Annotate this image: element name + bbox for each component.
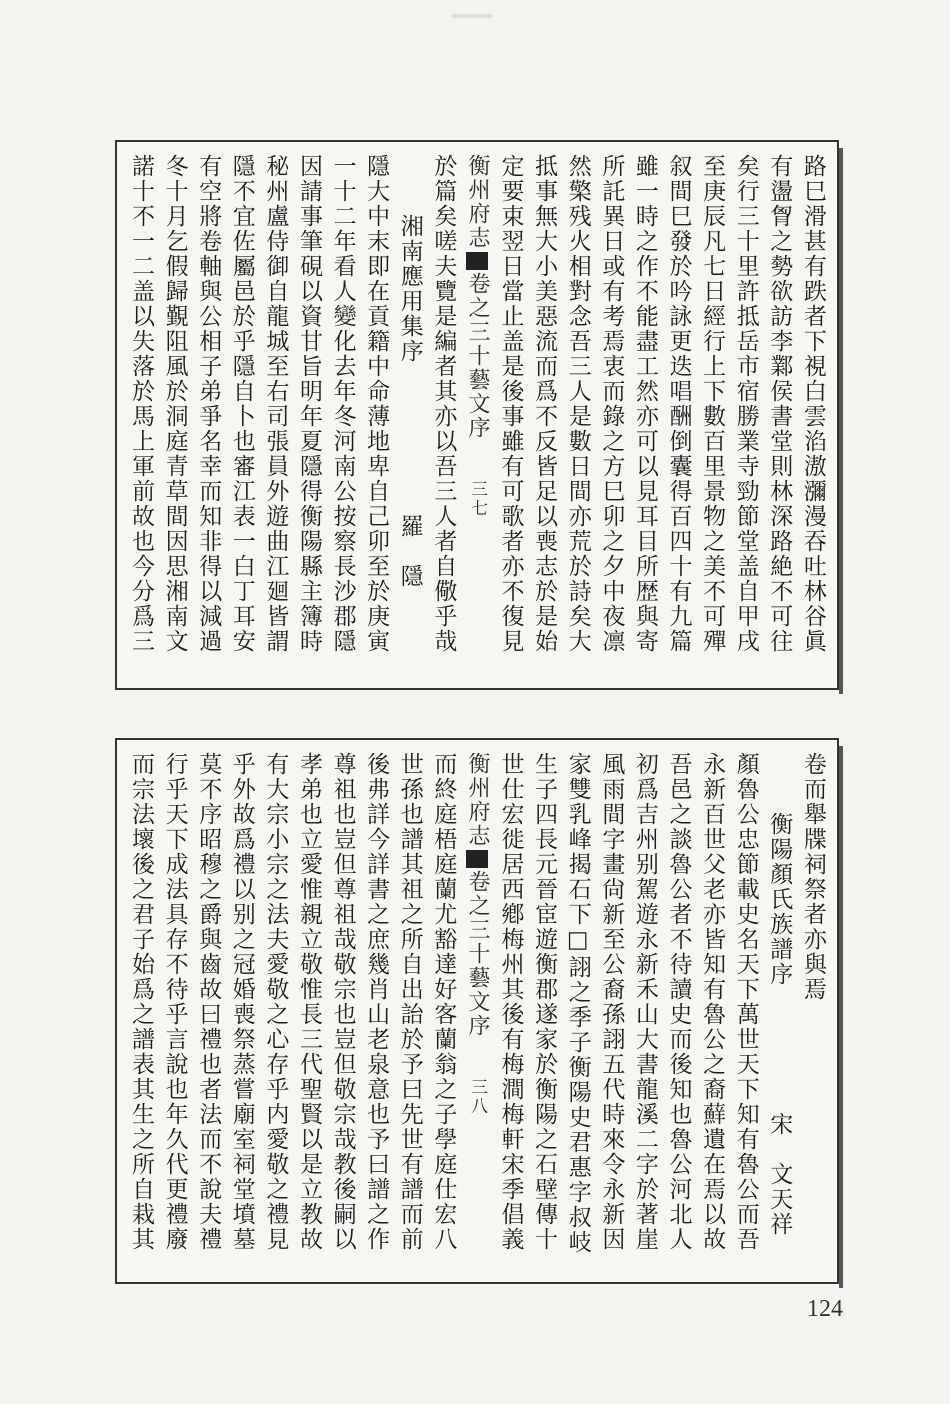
text-column: 乎外故爲禮以别之冠婚喪祭蒸嘗廟室祠堂墳墓 — [228, 752, 255, 1252]
text-column: 諾十不一二盖以失落於馬上軍前故也今分爲三 — [128, 154, 154, 654]
text-column: 隱大中末即在貢籍中命薄地卑自己卯至於庚寅 — [363, 154, 390, 654]
text-column: 至庚辰凡七日經行上下數百里景物之美不可殫 — [699, 154, 726, 654]
text-column: 顏魯公忠節載史名天下萬世天下知有魯公而吾 — [732, 752, 759, 1252]
section-title-column: 湘南應用集序 羅 隱 — [396, 214, 423, 589]
text-column: 孝弟也立愛惟親立敬惟長三代聖賢以是立教故 — [295, 752, 322, 1252]
fish-tail-mark-icon — [466, 252, 488, 270]
text-column: 叙間巳發於吟詠更迭唱酬倒囊得百四十有九篇 — [665, 154, 692, 654]
top-page-panel — [115, 140, 839, 690]
text-column: 抵事無大小美惡流而爲不反皆足以喪志於是始 — [531, 154, 558, 654]
text-column: 定要束翌日當止盖是後事雖有可歌者亦不復見 — [497, 154, 524, 654]
header-title: 衡州府志 — [464, 154, 490, 250]
leaf-number: 三八 — [466, 1078, 487, 1116]
text-column: 冬十月乞假歸覲阻風於洞庭青草間因思湘南文 — [161, 154, 188, 654]
text-column: 後弗詳今詳書之庶幾肖山老泉意也予曰譜之作 — [363, 752, 390, 1252]
text-column: 家雙乳峰揭石下□詡之季子衡陽史君惠字叔岐 — [564, 752, 591, 1255]
scan-artifact — [452, 14, 492, 18]
header-section: 藝文序 — [464, 368, 490, 440]
header-section: 藝文序 — [464, 966, 490, 1038]
text-column: 有盪胷之勢欲訪李鄴侯書堂則林深路絶不可往 — [766, 154, 793, 654]
text-column: 吾邑之談魯公者不待讀史而後知也魯公河北人 — [665, 752, 692, 1252]
text-column: 雖一時之作不能盡工然亦可以見耳目所歴與寄 — [631, 154, 658, 654]
header-title: 衡州府志 — [464, 752, 490, 848]
leaf-number: 三七 — [466, 480, 487, 518]
text-column: 矣行三十里許抵岳市宿勝業寺勁節堂盖自甲戌 — [732, 154, 759, 654]
text-column: 而終庭梧庭蘭尤豁達好客蘭翁之子學庭仕宏八 — [430, 752, 457, 1252]
text-column: 行乎天下成法具存不待乎言說也年久代更禮廢 — [161, 752, 188, 1252]
text-column: 因請事筆硯以資甘旨明年夏隱得衡陽縣主簿時 — [295, 154, 322, 654]
text-column: 隱不宜佐屬邑於乎隱自卜也審江表一白丁耳安 — [228, 154, 255, 654]
running-header — [463, 752, 491, 1272]
text-column: 風雨間字畫尙新至公裔孫詡五代時來令永新因 — [598, 752, 625, 1252]
text-column: 所託異日或有考焉衷而錄之方巳卯之夕中夜凛 — [598, 154, 625, 654]
text-column: 而宗法壞後之君子始爲之譜表其生之所自栽其 — [128, 752, 154, 1252]
running-header — [463, 154, 491, 678]
header-volume: 卷之三十 — [464, 870, 490, 966]
section-title-column: 衡陽顏氏族譜序 宋 文天祥 — [766, 812, 793, 1237]
text-column: 然檠残火相對念吾三人是數日間亦荒於詩矣大 — [564, 154, 591, 654]
text-column: 一十二年看人變化去年冬河南公按察長沙郡隱 — [329, 154, 356, 654]
text-column: 世仕宏徙居西鄕梅州其後有梅澗梅軒宋季倡義 — [497, 752, 524, 1252]
text-column: 莫不序昭穆之爵與齒故曰禮也者法而不說夫禮 — [195, 752, 222, 1252]
text-column: 永新百世父老亦皆知有魯公之裔蘚遺在焉以故 — [699, 752, 726, 1252]
text-column: 尊祖也豈但尊祖哉敬宗也豈但敬宗哉教後嗣以 — [329, 752, 356, 1252]
page-number: 124 — [807, 1296, 843, 1322]
text-column: 路巳滑甚有跌者下視白雲淊滶瀰漫吞吐林谷眞 — [799, 154, 826, 654]
header-volume: 卷之三十 — [464, 272, 490, 368]
text-column: 於篇矣嗟夫覽是編者其亦以吾三人者自儆乎哉 — [430, 154, 457, 654]
bottom-page-columns — [127, 752, 827, 1272]
text-column: 生子四長元晉宦遊衡郡遂家於衡陽之石壁傳十 — [531, 752, 558, 1252]
text-column: 卷而舉牒祠祭者亦與焉 — [799, 752, 826, 1002]
fish-tail-mark-icon — [466, 850, 488, 868]
text-column: 有空將卷軸與公相子弟爭名幸而知非得以減過 — [195, 154, 222, 654]
bottom-page-panel — [115, 738, 839, 1284]
text-column: 世孫也譜其祖之所自出詒於予曰先世有譜而前 — [396, 752, 423, 1252]
text-column: 有大宗小宗之法夫愛敬之心存乎内愛敬之禮見 — [262, 752, 289, 1252]
text-column: 初爲吉州别駕遊永新禾山大書龍溪二字於著崖 — [631, 752, 658, 1252]
text-column: 秘州盧侍御自龍城至右司張員外遊曲江廻皆謂 — [262, 154, 289, 654]
top-page-columns — [127, 154, 827, 678]
